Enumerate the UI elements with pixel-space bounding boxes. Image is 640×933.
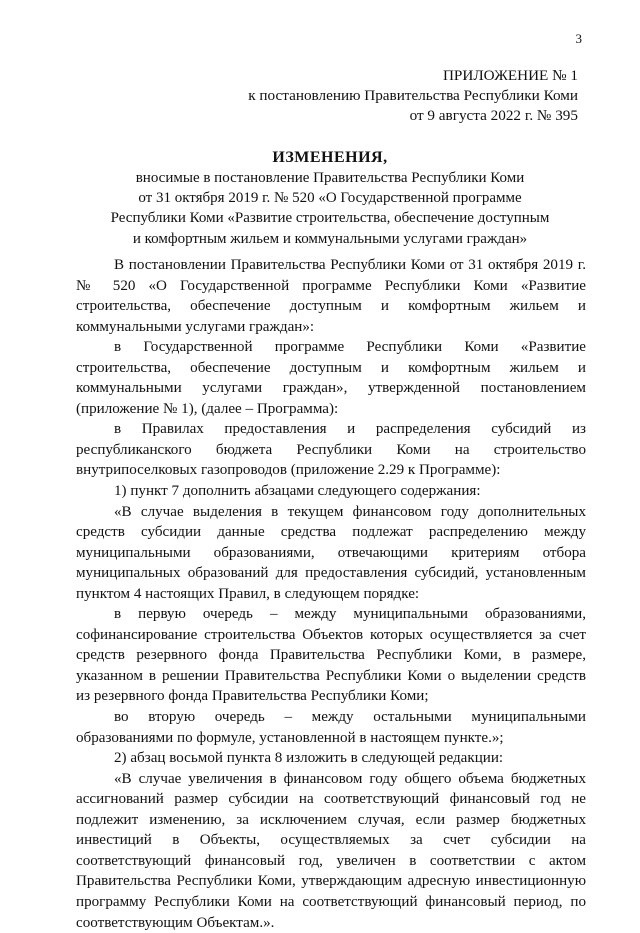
subtitle-line: вносимые в постановление Правительства Республики Коми bbox=[135, 170, 525, 186]
document-subtitle bbox=[90, 168, 570, 249]
body-paragraph: «В случае увеличения в финансовом году общего объема бюджетных ассигнований размер субсидии на соответствующий финансовый год не подлежит изменению, за исключением случая, если размер бюджетных инвестиций в Объекты, осуществляемых за счет субсидии на соответствующий финансовый год, увеличен в соответствии с актом Правительства Республики Коми, утверждающим адресную инвестиционную программу Республики Коми на соответствующий финансовый период, по соответствующим Объектам.». bbox=[76, 770, 586, 931]
document-body bbox=[76, 255, 586, 933]
body-paragraph: во вторую очередь – между остальными муниципальными образованиями по формуле, установленной в настоящем пункте.»; bbox=[76, 709, 586, 746]
subtitle-line: от 31 октября 2019 г. № 520 «О Государственной программе bbox=[138, 190, 522, 207]
subtitle-line: Республики Коми «Развитие строительства, обеспечение доступным bbox=[110, 210, 550, 227]
subtitle-line: и комфортным жильем и коммунальными услугами граждан» bbox=[132, 230, 528, 247]
body-paragraph: в первую очередь – между муниципальными образованиями, софинансирование строительства Объектов которых осуществляется за счет средств резервного фонда Правительства Республики Коми, в размере, указанном в решении Правительства Республики Коми о выделении средств из резервного фонда Правительства Республики Коми; bbox=[76, 606, 586, 705]
document-title: ИЗМЕНЕНИЯ, bbox=[272, 149, 388, 166]
page-number: 3 bbox=[575, 31, 582, 46]
body-paragraph: в Правилах предоставления и распределения субсидий из республиканского бюджета Республики Коми на строительство внутрипоселковых газопроводов (приложение 2.29 к Программе): bbox=[76, 421, 586, 479]
body-paragraph: В постановлении Правительства Республики Коми от 31 октября 2019 г. № 520 «О Государственной программе Республики Коми «Развитие строительства, обеспечение доступным и комфортным жильем и коммунальными услугами граждан»: bbox=[76, 257, 586, 335]
appendix-title: ПРИЛОЖЕНИЕ № 1 bbox=[442, 67, 578, 84]
appendix-reference: к постановлению Правительства Республики Коми bbox=[248, 87, 578, 104]
body-paragraph: 2) абзац восьмой пункта 8 изложить в следующей редакции: bbox=[114, 750, 504, 767]
body-paragraph: «В случае выделения в текущем финансовом году дополнительных средств субсидии данные средства подлежат распределению между муниципальными образованиями, отвечающими критериям отбора муниципальных образований для предоставления субсидий, установленным пунктом 4 настоящих Правил, в следующем порядке: bbox=[76, 503, 586, 602]
body-paragraph: 1) пункт 7 дополнить абзацами следующего содержания: bbox=[114, 483, 481, 500]
body-paragraph: в Государственной программе Республики Коми «Развитие строительства, обеспечение доступным и комфортным жильем и коммунальными услугами граждан», утвержденной постановлением (приложение № 1), (далее – Программа): bbox=[76, 339, 586, 417]
appendix-header bbox=[158, 66, 578, 126]
appendix-date: от 9 августа 2022 г. № 395 bbox=[409, 107, 578, 124]
